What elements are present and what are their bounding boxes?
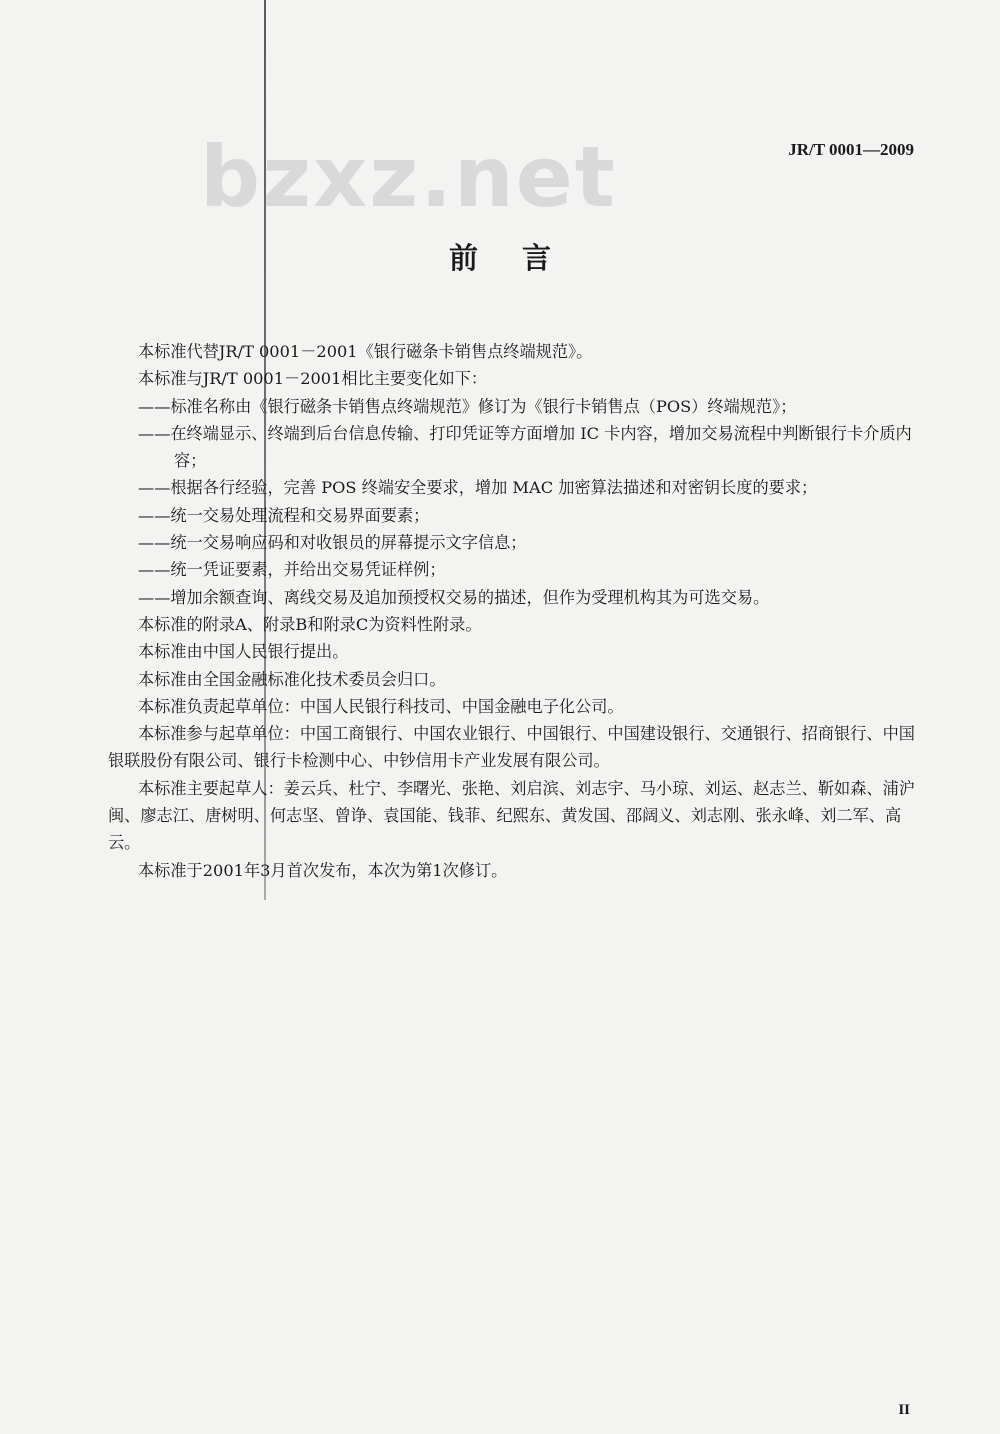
page-title: 前言 [448, 241, 595, 275]
paragraph: 本标准由全国金融标准化技术委员会归口。 [138, 669, 446, 689]
watermark: bzxz.net [200, 128, 617, 226]
paragraph: 本标准与JR/T 0001－2001相比主要变化如下： [138, 369, 488, 389]
foreword-body [108, 338, 920, 884]
list-item: ——标准名称由《银行磁条卡销售点终端规范》修订为《银行卡销售点（POS）终端规范》； [138, 396, 797, 416]
paragraph: 本标准由中国人民银行提出。 [138, 642, 349, 662]
list-item: ——统一交易处理流程和交易界面要素； [138, 505, 430, 525]
paragraph: 本标准于2001年3月首次发布，本次为第1次修订。 [138, 860, 508, 880]
list-item: ——在终端显示、终端到后台信息传输、打印凭证等方面增加 IC 卡内容，增加交易流程中判断银行卡介质内容； [138, 423, 912, 471]
list-item: ——统一凭证要素，并给出交易凭证样例； [138, 560, 446, 580]
paragraph: 本标准参与起草单位：中国工商银行、中国农业银行、中国银行、中国建设银行、交通银行、招商银行、中国银联股份有限公司、银行卡检测中心、中钞信用卡产业发展有限公司。 [108, 724, 915, 771]
paragraph: 本标准代替JR/T 0001－2001《银行磁条卡销售点终端规范》。 [138, 342, 593, 361]
paragraph: 本标准负责起草单位：中国人民银行科技司、中国金融电子化公司。 [138, 696, 624, 716]
paragraph: 本标准主要起草人：姜云兵、杜宁、李曙光、张艳、刘启滨、刘志宇、马小琼、刘运、赵志兰、靳如森、浦沪闽、廖志江、唐树明、何志坚、曾诤、袁国能、钱菲、纪熙东、黄发国、邵阔义、刘志刚、张永峰、刘二军、高云。 [108, 778, 915, 853]
paragraph: 本标准的附录A、附录B和附录C为资料性附录。 [138, 614, 482, 634]
list-item: ——根据各行经验，完善 POS 终端安全要求，增加 MAC 加密算法描述和对密钥长度的要求； [138, 478, 818, 498]
list-item: ——增加余额查询、离线交易及追加预授权交易的描述，但作为受理机构其为可选交易。 [138, 587, 770, 607]
page-number: II [898, 1402, 910, 1418]
list-item: ——统一交易响应码和对收银员的屏幕提示文字信息； [138, 533, 527, 553]
standard-code: JR/T 0001—2009 [788, 140, 914, 159]
